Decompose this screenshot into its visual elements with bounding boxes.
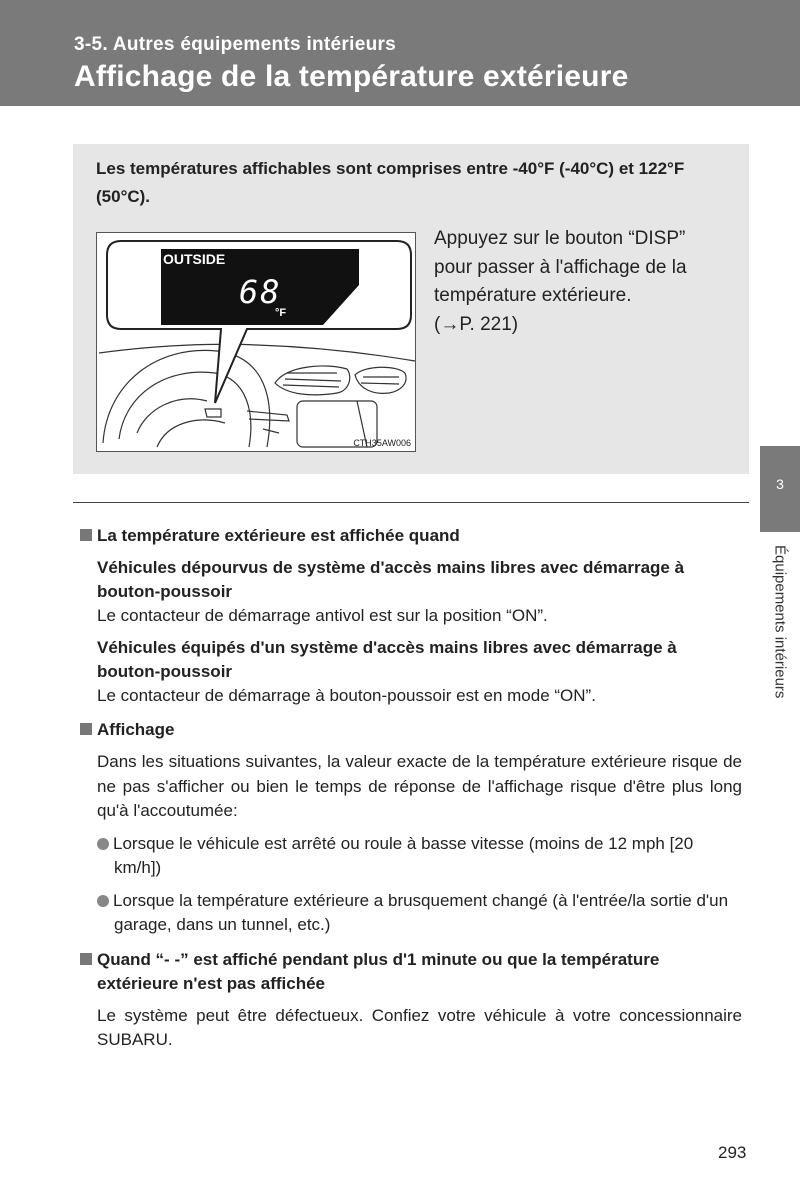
dashboard-illustration xyxy=(96,232,416,452)
divider xyxy=(73,502,749,503)
instruction-line: température extérieure. xyxy=(434,285,632,306)
chapter-tab[interactable] xyxy=(760,446,800,532)
page-header xyxy=(0,0,800,106)
main-content xyxy=(80,524,742,1053)
display-value: 68 xyxy=(239,273,282,311)
heading-malfunction: Quand “- -” est affiché pendant plus d'1 minute ou que la température extérieure n'est pas affichée xyxy=(80,948,742,996)
display-label: OUTSIDE xyxy=(163,251,226,267)
chapter-label: Équipements intérieurs xyxy=(771,545,789,699)
chapter-number: 3 xyxy=(776,476,784,492)
square-bullet-icon xyxy=(80,723,92,735)
malfunction-paragraph: Le système peut être défectueux. Confiez votre véhicule à votre concessionnaire SUBARU. xyxy=(97,1005,742,1049)
info-box xyxy=(73,144,749,474)
subheading-with-keyless: Véhicules équipés d'un système d'accès mains libres avec démarrage à bouton-poussoir xyxy=(97,638,677,681)
section-title: 3-5. Autres équipements intérieurs xyxy=(74,34,397,55)
dashboard-drawing xyxy=(97,233,417,453)
list-item: Lorsque le véhicule est arrêté ou roule à basse vitesse (moins de 12 mph [20 km/h]) xyxy=(97,832,742,881)
display-unit: °F xyxy=(275,307,287,319)
instruction-text xyxy=(434,225,734,339)
heading-when-shown: La température extérieure est affichée quand xyxy=(80,524,742,548)
subheading-without-keyless: Véhicules dépourvus de système d'accès mains libres avec démarrage à bouton-poussoir xyxy=(97,558,685,601)
circle-bullet-icon xyxy=(97,895,109,907)
page-title: Affichage de la température extérieure xyxy=(74,60,629,93)
heading-display: Affichage xyxy=(80,718,742,742)
intro-text: Les températures affichables sont comprises entre -40°F (-40°C) et 122°F (50°C). xyxy=(96,159,685,206)
list-item: Lorsque la température extérieure a brusquement changé (à l'entrée/la sortie d'un garage, dans un tunnel, etc.) xyxy=(97,889,742,938)
instruction-line: pour passer à l'affichage de la xyxy=(434,256,687,278)
text-without-keyless: Le contacteur de démarrage antivol est sur la position “ON”. xyxy=(97,606,548,625)
circle-bullet-icon xyxy=(97,838,109,850)
page-reference-link[interactable]: (→P. 221) xyxy=(434,313,519,335)
page-number: 293 xyxy=(718,1143,747,1162)
figure-code: CTH35AW006 xyxy=(353,438,411,448)
square-bullet-icon xyxy=(80,529,92,541)
display-paragraph: Dans les situations suivantes, la valeur exacte de la température extérieure risque de ne pas s'afficher ou bien le temps de réponse de l'affichage risque d'être plus long qu'à l'accoutumée: xyxy=(97,752,742,820)
instruction-line: Appuyez sur le bouton “DISP” xyxy=(434,228,686,249)
text-with-keyless: Le contacteur de démarrage à bouton-poussoir est en mode “ON”. xyxy=(97,686,596,705)
square-bullet-icon xyxy=(80,953,92,965)
